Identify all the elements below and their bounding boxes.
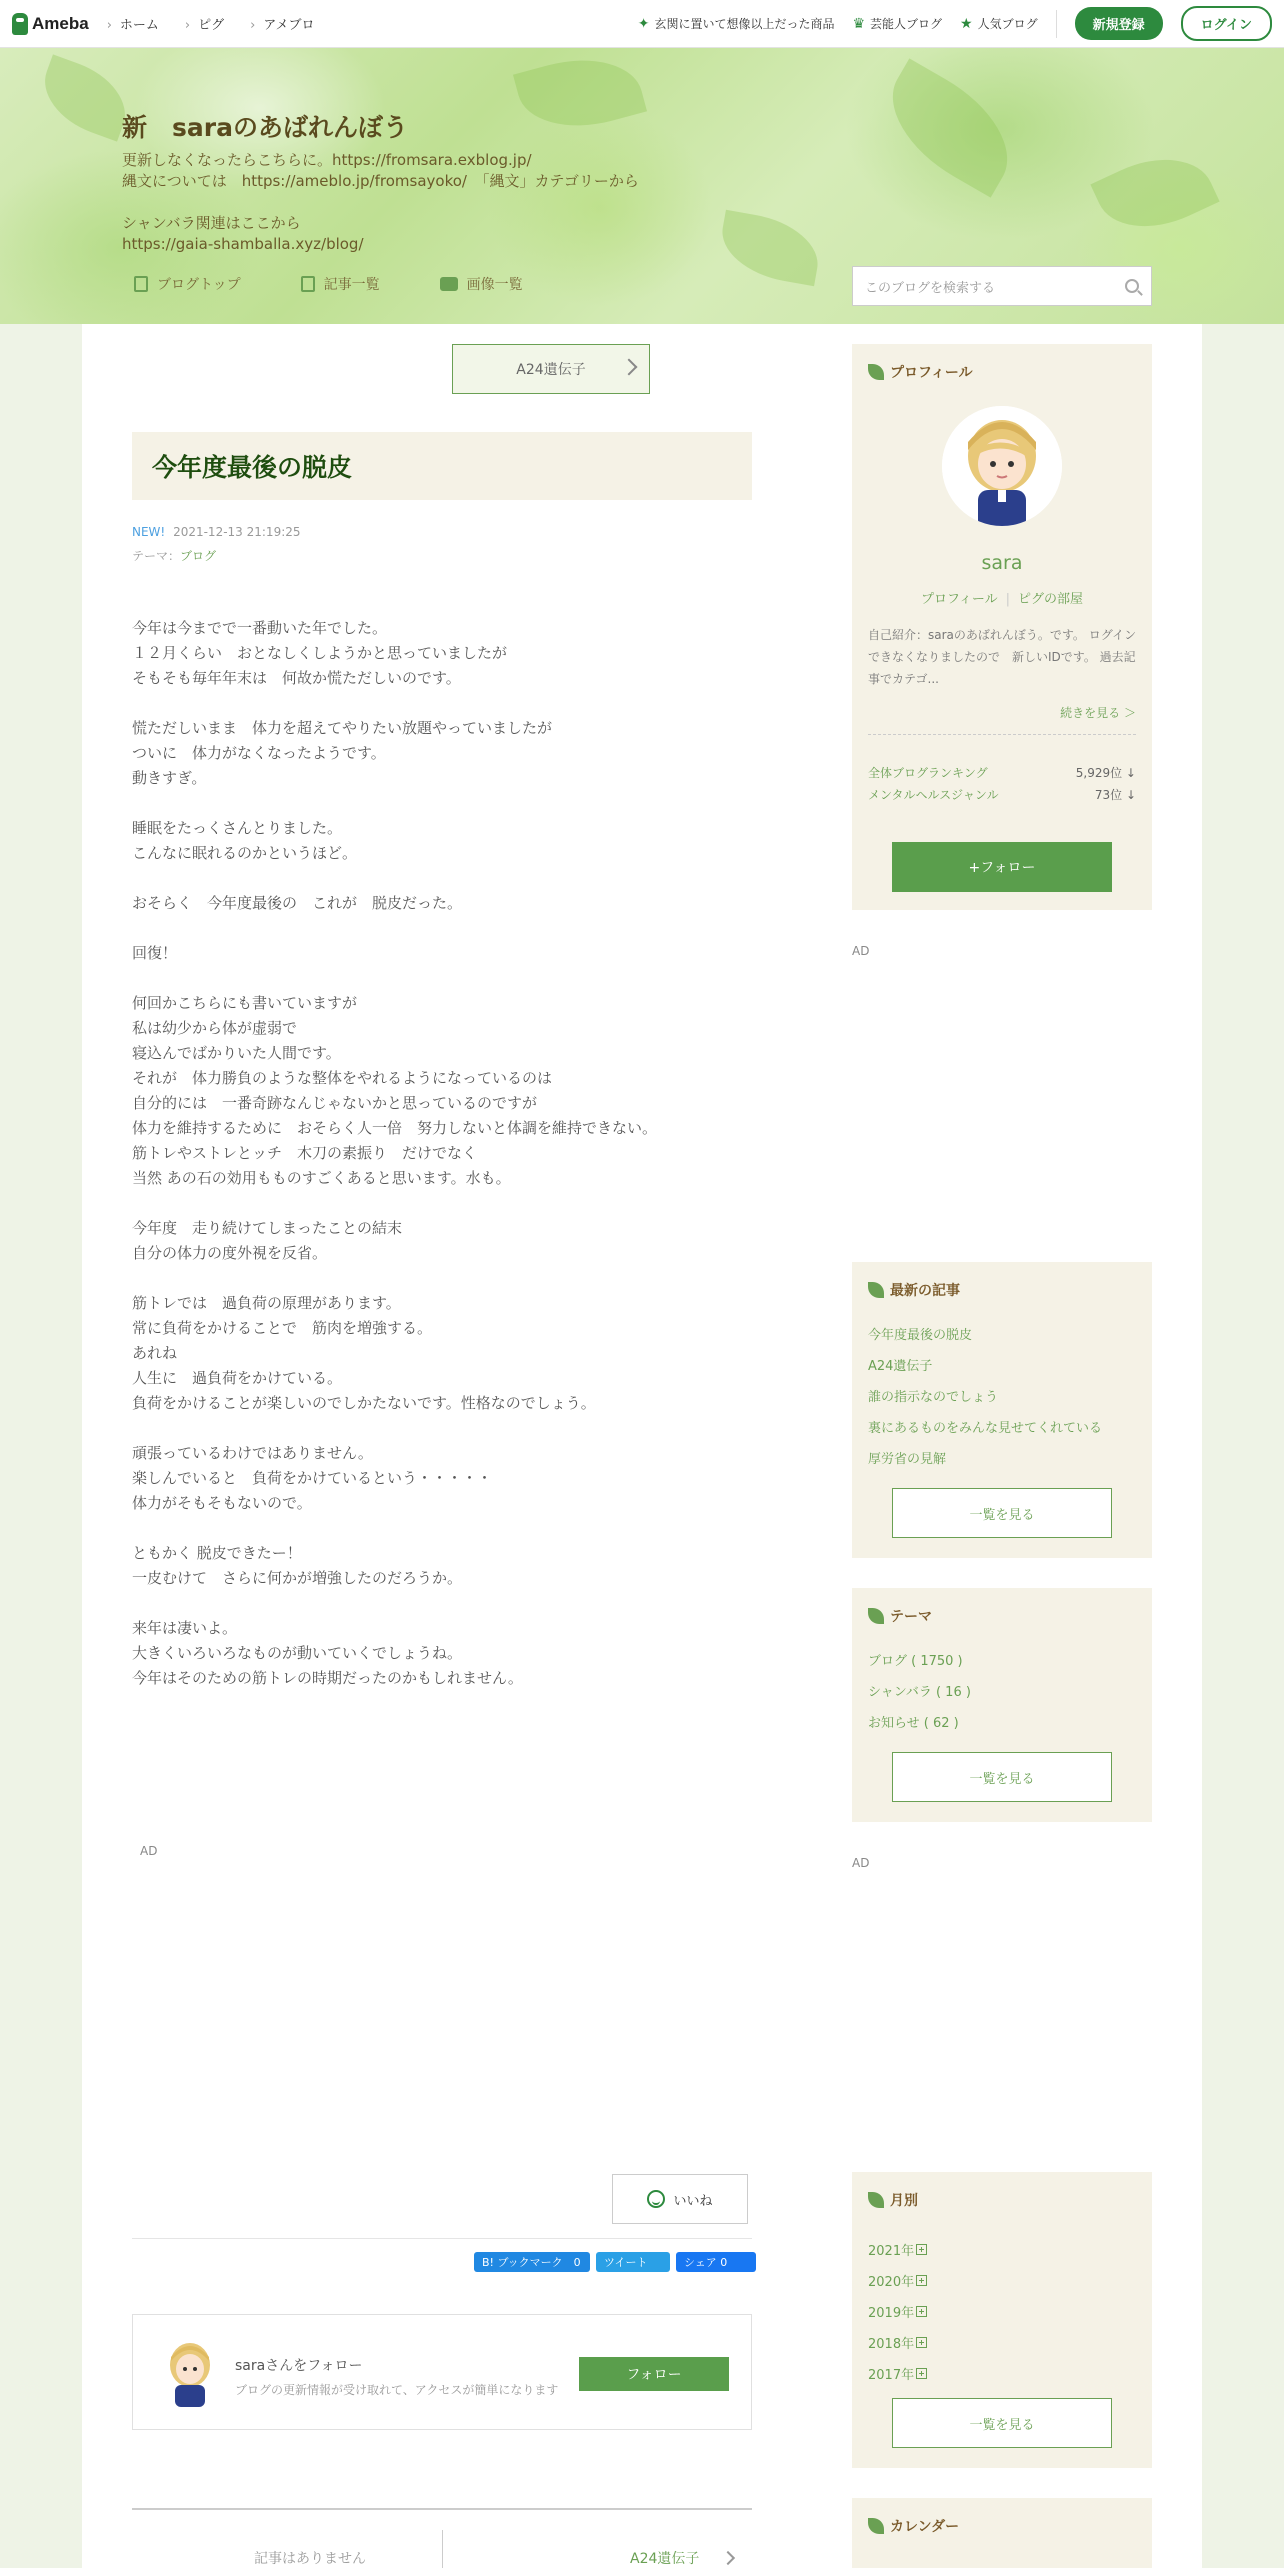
crown-icon: ♛ bbox=[852, 15, 866, 32]
ad-label: AD bbox=[852, 1856, 870, 1870]
global-header bbox=[0, 0, 1284, 48]
prev-article-label: A24遺伝子 bbox=[516, 362, 586, 378]
logo-text: Ameba bbox=[32, 13, 89, 33]
blog-nav-entries-label: 記事一覧 bbox=[323, 277, 380, 293]
prev-article-link[interactable] bbox=[452, 344, 650, 394]
month-label: 2019年 bbox=[868, 2306, 915, 2321]
leaf-icon bbox=[868, 2192, 884, 2208]
search-placeholder: このブログを検索する bbox=[865, 280, 996, 296]
expand-icon[interactable] bbox=[916, 2306, 927, 2317]
chevron-right-icon bbox=[621, 359, 638, 376]
document-icon bbox=[134, 276, 148, 292]
new-badge: NEW! bbox=[132, 525, 166, 539]
facebook-share-button[interactable]: シェア 0 bbox=[676, 2252, 756, 2272]
tweet-button[interactable]: ツイート bbox=[596, 2252, 670, 2272]
list-item[interactable]: 誰の指示なのでしょう bbox=[868, 1390, 999, 1405]
pager-divider bbox=[132, 2508, 752, 2510]
leaf-icon bbox=[868, 2518, 884, 2534]
recent-entries-list bbox=[868, 1324, 1102, 1479]
article-body: 今年は今までで一番動いた年でした。 １２月くらい おとなしくしようかと思っていましたが そもそも毎年年末は 何故か慌ただしいのです。 慌ただしいまま 体力を超えてやりたい放題やっていましたが ついに 体力がなくなったようです。 動きすぎ。 睡眠をたっくさんとりました。 こんなに眠れるのかというほど。 おそらく 今年度最後の これが 脱皮だった。 回復！ 何回かこちらにも書いていますが 私は幼少から体が虚弱で 寝込んでばかりいた人間です。 それが 体力勝負のような整体をやれるようになっているのは 自分的には 一番奇跡なんじゃないかと思っているのですが 体力を維持するために おそらく人一倍 努力しないと体調を維持できない。 筋トレやストレとッチ 木刀の素振り だけでなく 当然 あの石の効用もものすごくあると思います。水も。 今年度 走り続けてしまったことの結末 自分の体力の度外視を反省。 筋トレでは 過負荷の原理があります。 常に負荷をかけることで 筋肉を増強する。 あれね 人生に 過負荷をかけている。 負荷をかけることが楽しいのでしかたないです。性格なのでしょう。 頑張っているわけではありません。 楽しんでいると 負荷をかけているという・・・・・ 体力がそもそもないので。 ともかく 脱皮できたー！ 一皮むけて さらに何かが増強したのだろうか。 来年は凄いよ。 大きくいろいろなものが動いていくでしょうね。 今年はそのための筋トレの時期だったのかもしれません。 bbox=[132, 619, 658, 1687]
pager-separator bbox=[442, 2530, 443, 2568]
month-label: 2021年 bbox=[868, 2244, 915, 2259]
follow-card bbox=[132, 2314, 752, 2430]
list-item[interactable] bbox=[868, 2358, 927, 2389]
expand-icon[interactable] bbox=[916, 2337, 927, 2348]
avatar bbox=[159, 2339, 221, 2407]
list-item[interactable]: 裏にあるものをみんな見せてくれている bbox=[868, 1421, 1103, 1436]
blog-nav-top[interactable] bbox=[134, 274, 241, 294]
camera-icon bbox=[440, 277, 458, 291]
blog-nav-top-label: ブログトップ bbox=[157, 277, 241, 293]
global-nav bbox=[107, 14, 315, 33]
leaf-decoration bbox=[513, 44, 647, 143]
ameba-mascot-icon bbox=[12, 13, 28, 35]
leaf-decoration bbox=[869, 58, 1030, 197]
leaf-icon bbox=[868, 364, 884, 380]
star-icon: ★ bbox=[960, 15, 973, 32]
follow-button[interactable]: フォロー bbox=[579, 2357, 729, 2391]
leaf-icon bbox=[868, 1608, 884, 1624]
theme-prefix: テーマ： bbox=[132, 549, 181, 563]
blog-title[interactable]: 新 saraのあばれんぼう bbox=[122, 113, 408, 142]
global-header-right bbox=[638, 6, 1272, 41]
leaf-decoration bbox=[1090, 138, 1219, 248]
themes-heading bbox=[868, 1606, 932, 1626]
monthly-more-button[interactable]: 一覧を見る bbox=[892, 2398, 1112, 2448]
ranking-value: 5,929位 ↓ bbox=[1075, 766, 1136, 780]
ad-label: AD bbox=[852, 944, 870, 958]
profile-more-link[interactable]: 続きを見る ＞ bbox=[1060, 706, 1136, 720]
ranking-row[interactable] bbox=[868, 786, 1136, 803]
sparkle-icon: ✦ bbox=[637, 15, 650, 32]
recent-heading bbox=[868, 1280, 960, 1300]
popular-blog-label: 人気ブログ bbox=[977, 17, 1038, 31]
profile-widget bbox=[852, 344, 1152, 910]
profile-links bbox=[852, 588, 1152, 607]
list-item[interactable]: ブログ ( 1750 ) bbox=[868, 1654, 963, 1669]
follow-card-title: saraさんをフォロー bbox=[235, 2358, 363, 2374]
profile-heading-label: プロフィール bbox=[890, 365, 973, 381]
article-theme-link[interactable]: ブログ bbox=[180, 549, 217, 563]
list-item[interactable]: A24遺伝子 bbox=[868, 1359, 933, 1374]
blog-nav bbox=[134, 274, 523, 294]
article-datetime: 2021-12-13 21:19:25 bbox=[173, 525, 301, 539]
popular-blog-link[interactable] bbox=[960, 15, 1038, 32]
expand-icon[interactable] bbox=[916, 2368, 927, 2379]
article-title: 今年度最後の脱皮 bbox=[132, 432, 752, 500]
article-meta bbox=[132, 520, 301, 568]
list-item[interactable]: 厚労省の見解 bbox=[868, 1452, 947, 1467]
like-button[interactable] bbox=[612, 2174, 748, 2224]
nav-ameblo[interactable]: › アメブロ bbox=[250, 14, 314, 33]
chevron-right-icon bbox=[721, 2551, 735, 2565]
month-label: 2020年 bbox=[868, 2275, 915, 2290]
list-item[interactable] bbox=[868, 2327, 927, 2358]
list-item[interactable] bbox=[868, 2234, 927, 2265]
month-label: 2018年 bbox=[868, 2337, 915, 2352]
profile-heading bbox=[868, 362, 973, 382]
themes-heading-label: テーマ bbox=[890, 1609, 932, 1625]
promo-link-label: 玄関に置いて想像以上だった商品 bbox=[654, 17, 835, 31]
themes-more-button[interactable]: 一覧を見る bbox=[892, 1752, 1112, 1802]
nav-home[interactable]: › ホーム bbox=[107, 14, 159, 33]
profile-intro: 自己紹介：saraのあばれんぼう。です。 ログインできなくなりましたので 新しいIDです。 過去記事でカテゴ... bbox=[868, 628, 1137, 686]
smile-icon bbox=[647, 2190, 665, 2208]
ad-label: AD bbox=[140, 1844, 158, 1858]
copy-icon bbox=[301, 276, 315, 292]
ranking-label: 全体ブログランキング bbox=[868, 766, 988, 780]
sidebar-follow-button[interactable]: +フォロー bbox=[892, 842, 1112, 892]
login-button[interactable]: ログイン bbox=[1181, 6, 1272, 41]
list-item[interactable]: 今年度最後の脱皮 bbox=[868, 1328, 973, 1343]
expand-icon[interactable] bbox=[916, 2275, 927, 2286]
ranking-label: メンタルヘルスジャンル bbox=[868, 788, 999, 802]
divider bbox=[132, 2238, 752, 2239]
expand-icon[interactable] bbox=[916, 2244, 927, 2255]
calendar-widget bbox=[852, 2498, 1152, 2568]
ranking-value: 73位 ↓ bbox=[1094, 788, 1136, 802]
pager-older-label: A24遺伝子 bbox=[630, 2551, 700, 2567]
monthly-archive-widget bbox=[852, 2172, 1152, 2468]
list-item[interactable]: お知らせ ( 62 ) bbox=[868, 1716, 959, 1731]
list-item[interactable] bbox=[868, 2296, 927, 2327]
profile-link[interactable]: プロフィール bbox=[920, 592, 998, 607]
blog-header bbox=[0, 48, 1284, 324]
profile-name[interactable]: sara bbox=[981, 552, 1023, 574]
divider: | bbox=[1005, 592, 1011, 607]
list-item[interactable]: シャンバラ ( 16 ) bbox=[868, 1685, 971, 1700]
share-buttons bbox=[474, 2252, 756, 2272]
blog-nav-images[interactable] bbox=[440, 274, 523, 294]
monthly-heading-label: 月別 bbox=[890, 2193, 918, 2209]
leaf-icon bbox=[868, 1282, 884, 1298]
pager-newer: 記事はありません bbox=[254, 2551, 366, 2567]
blog-nav-entries[interactable] bbox=[301, 274, 380, 294]
recent-more-button[interactable]: 一覧を見る bbox=[892, 1488, 1112, 1538]
hatena-bookmark-button[interactable]: B! ブックマーク 0 bbox=[474, 2252, 590, 2272]
celebrity-blog-label: 芸能人ブログ bbox=[870, 17, 943, 31]
celebrity-blog-link[interactable] bbox=[852, 15, 942, 32]
monthly-list bbox=[868, 2234, 927, 2389]
divider bbox=[1056, 10, 1057, 38]
nav-pigg[interactable]: › ピグ bbox=[185, 14, 224, 33]
register-button[interactable]: 新規登録 bbox=[1075, 7, 1163, 40]
promo-link[interactable] bbox=[638, 15, 835, 32]
monthly-heading bbox=[868, 2190, 918, 2210]
pigg-room-link[interactable]: ピグの部屋 bbox=[1018, 592, 1084, 607]
recent-heading-label: 最新の記事 bbox=[890, 1283, 960, 1299]
recent-entries-widget bbox=[852, 1262, 1152, 1558]
month-label: 2017年 bbox=[868, 2368, 915, 2383]
themes-list bbox=[868, 1650, 971, 1743]
calendar-heading-label: カレンダー bbox=[890, 2519, 960, 2535]
follow-card-subtitle: ブログの更新情報が受け取れて、アクセスが簡単になります bbox=[235, 2383, 559, 2397]
blog-nav-images-label: 画像一覧 bbox=[466, 277, 523, 293]
ranking-row[interactable] bbox=[868, 764, 1136, 781]
list-item[interactable] bbox=[868, 2265, 927, 2296]
blog-description: 更新しなくなったらこちらに。https://fromsara.exblog.jp/ 縄文については https://ameblo.jp/fromsayoko/ 「縄文」カテゴリーから シャンバラ関連はここから https://gaia-shamballa.xyz/blog/ bbox=[122, 151, 639, 253]
blog-search-input[interactable] bbox=[852, 266, 1152, 306]
themes-widget bbox=[852, 1588, 1152, 1822]
pager-older-link[interactable] bbox=[630, 2548, 733, 2568]
divider bbox=[868, 734, 1136, 735]
search-icon[interactable] bbox=[1125, 279, 1139, 293]
calendar-heading bbox=[868, 2516, 959, 2536]
like-label: いいね bbox=[673, 2193, 713, 2209]
ameba-logo[interactable] bbox=[12, 13, 89, 35]
avatar[interactable] bbox=[942, 406, 1062, 526]
